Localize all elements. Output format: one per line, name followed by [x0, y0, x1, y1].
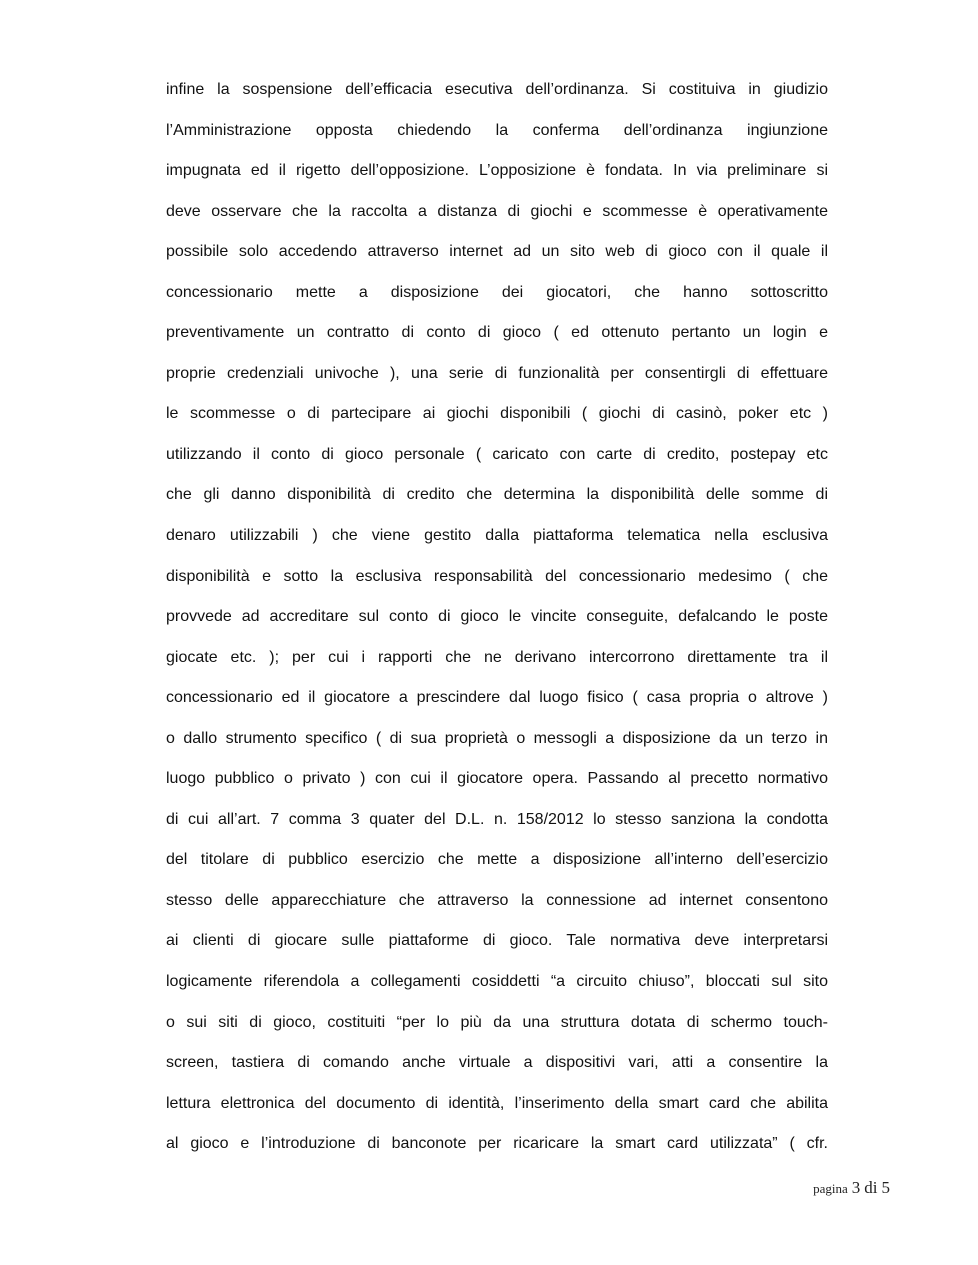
- text-line: o dallo strumento specifico ( di sua proprietà o messogli a disposizione da un terzo in: [166, 729, 828, 747]
- text-line: concessionario ed il giocatore a prescindere dal luogo fisico ( casa propria o altrove ): [166, 689, 828, 707]
- text-line: denaro utilizzabili ) che viene gestito dalla piattaforma telematica nella esclusiva: [166, 527, 828, 545]
- text-line: le scommesse o di partecipare ai giochi disponibili ( giochi di casinò, poker etc ): [166, 405, 828, 423]
- text-line: di cui all’art. 7 comma 3 quater del D.L. n. 158/2012 lo stesso sanziona la condotta: [166, 810, 828, 828]
- text-line: deve osservare che la raccolta a distanza di giochi e scommesse è operativamente: [166, 202, 828, 220]
- text-line: l’Amministrazione opposta chiedendo la conferma dell’ordinanza ingiunzione: [166, 121, 828, 139]
- page-footer: [780, 1178, 890, 1198]
- text-line: ai clienti di giocare sulle piattaforme di gioco. Tale normativa deve interpretarsi: [166, 932, 828, 950]
- text-line: preventivamente un contratto di conto di gioco ( ed ottenuto pertanto un login e: [166, 324, 828, 342]
- page-label: pagina: [813, 1181, 848, 1196]
- text-line: disponibilità e sotto la esclusiva responsabilità del concessionario medesimo ( che: [166, 567, 828, 585]
- body-text: [166, 70, 828, 1165]
- text-line: stesso delle apparecchiature che attraverso la connessione ad internet consentono: [166, 891, 828, 909]
- text-line: provvede ad accreditare sul conto di gioco le vincite conseguite, defalcando le poste: [166, 608, 828, 626]
- page-separator: di: [864, 1178, 878, 1197]
- text-line: infine la sospensione dell’efficacia esecutiva dell’ordinanza. Si costituiva in giudizio: [166, 81, 828, 98]
- text-line: impugnata ed il rigetto dell’opposizione. L’opposizione è fondata. In via preliminare si: [166, 162, 828, 180]
- text-line: che gli danno disponibilità di credito che determina la disponibilità delle somme di: [166, 486, 828, 504]
- page-current: 3: [851, 1178, 861, 1197]
- text-line: utilizzando il conto di gioco personale ( caricato con carte di credito, postepay etc: [166, 445, 828, 463]
- text-line: del titolare di pubblico esercizio che mette a disposizione all’interno dell’esercizio: [166, 851, 828, 869]
- text-line: al gioco e l’introduzione di banconote per ricaricare la smart card utilizzata” ( cfr.: [166, 1135, 828, 1153]
- text-line: proprie credenziali univoche ), una serie di funzionalità per consentirgli di effettuare: [166, 364, 828, 382]
- text-line: concessionario mette a disposizione dei giocatori, che hanno sottoscritto: [166, 283, 828, 301]
- text-line: giocate etc. ); per cui i rapporti che ne derivano intercorrono direttamente tra il: [166, 648, 828, 666]
- text-line: lettura elettronica del documento di identità, l’inserimento della smart card che abilita: [166, 1094, 828, 1112]
- text-line: possibile solo accedendo attraverso internet ad un sito web di gioco con il quale il: [166, 243, 828, 261]
- text-line: logicamente riferendola a collegamenti cosiddetti “a circuito chiuso”, bloccati sul sito: [166, 973, 828, 991]
- text-line: luogo pubblico o privato ) con cui il giocatore opera. Passando al precetto normativo: [166, 770, 828, 788]
- text-line: screen, tastiera di comando anche virtuale a dispositivi vari, atti a consentire la: [166, 1054, 828, 1072]
- page-total: 5: [881, 1178, 890, 1197]
- text-line: o sui siti di gioco, costituiti “per lo più da una struttura dotata di schermo touch-: [166, 1013, 828, 1031]
